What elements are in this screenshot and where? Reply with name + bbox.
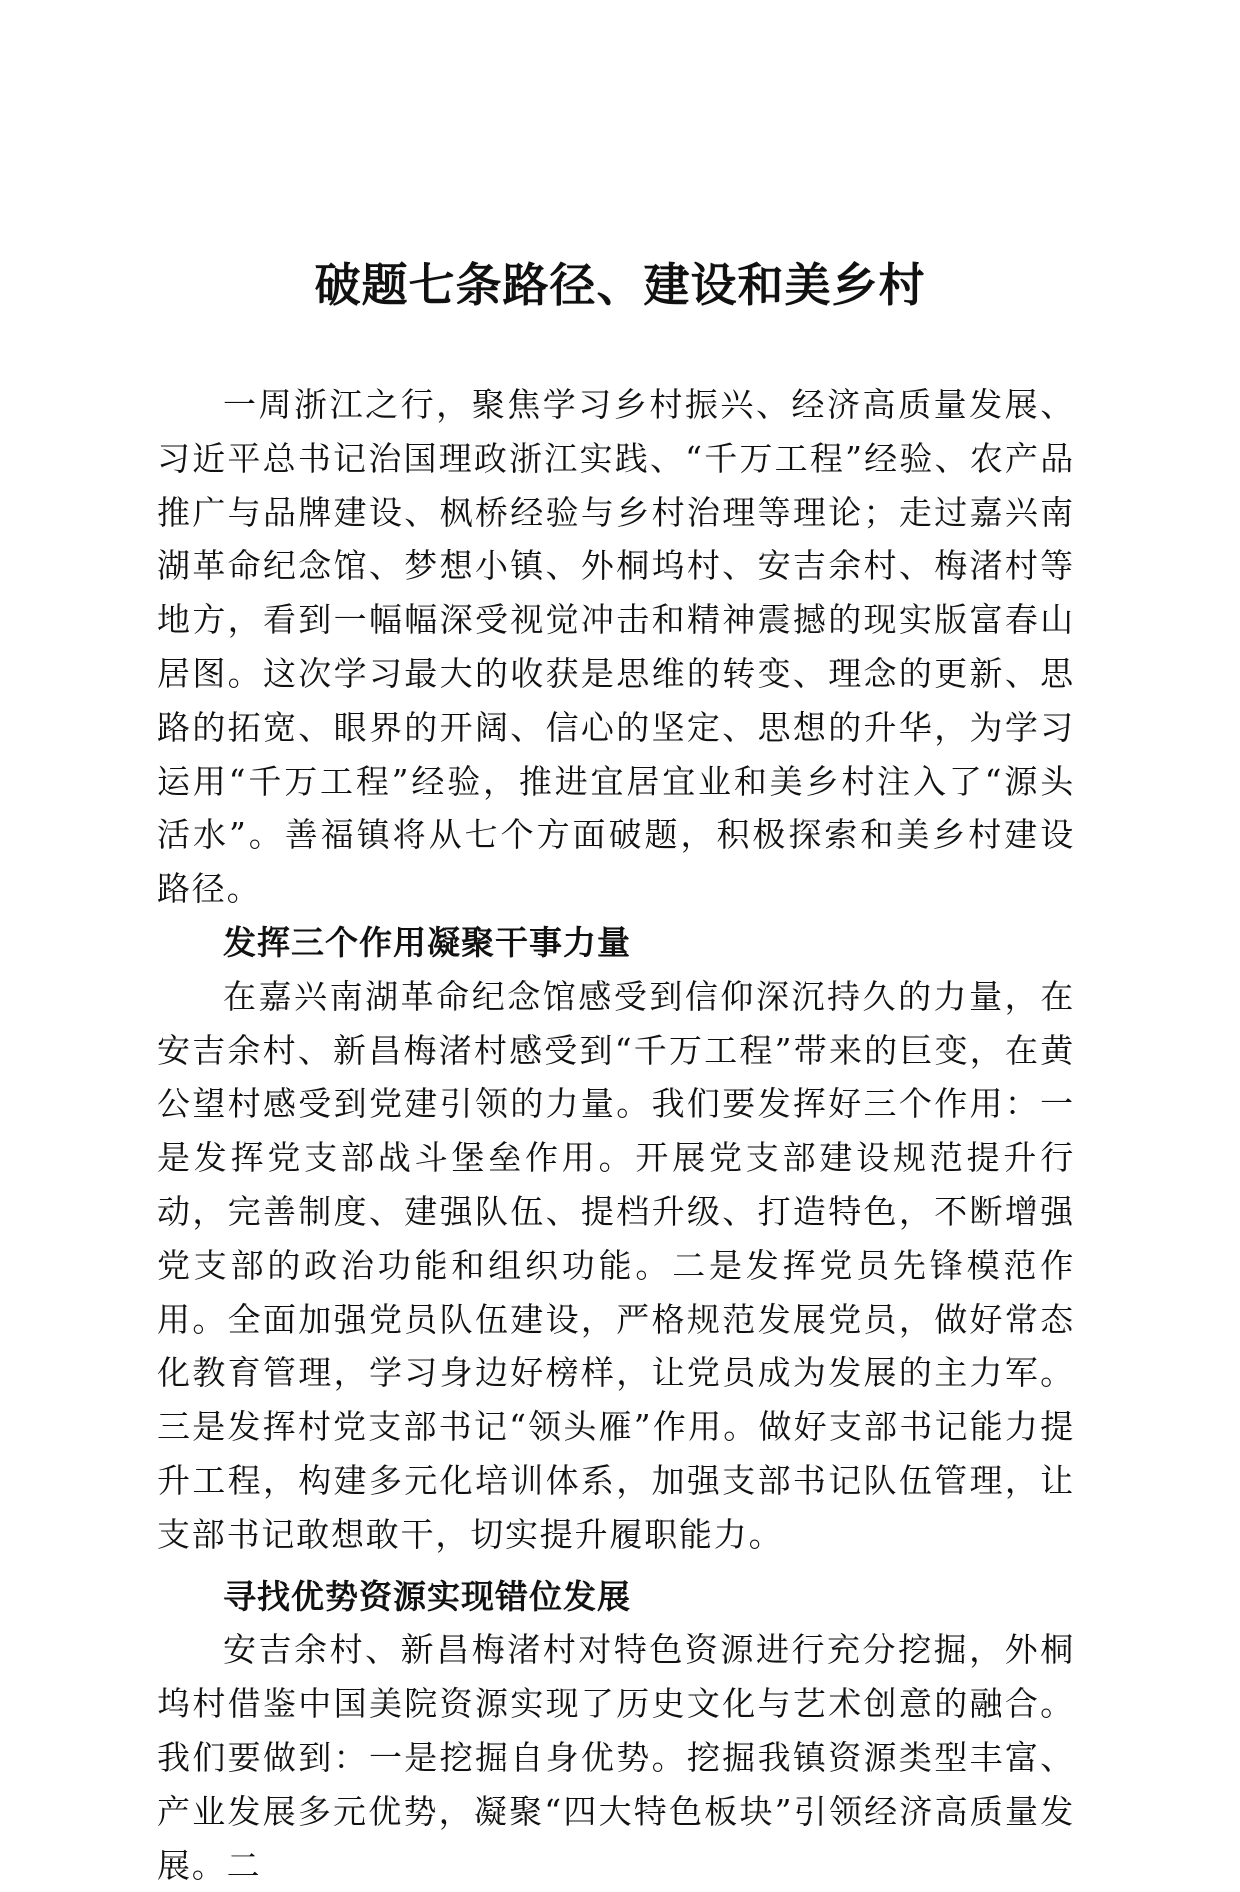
document-body (157, 378, 1075, 1892)
document-title: 破题七条路径、建设和美乡村 (314, 258, 926, 312)
intro-paragraph: 一周浙江之行，聚焦学习乡村振兴、经济高质量发展、习近平总书记治国理政浙江实践、“千万工程”经验、农产品推广与品牌建设、枫桥经验与乡村治理等理论；走过嘉兴南湖革命纪念馆、梦想小镇、外桐坞村、安吉余村、梅渚村等地方，看到一幅幅深受视觉冲击和精神震撼的现实版富春山居图。这次学习最大的收获是思维的转变、理念的更新、思路的拓宽、眼界的开阔、信心的坚定、思想的升华，为学习运用“千万工程”经验，推进宜居宜业和美乡村注入了“源头活水”。善福镇将从七个方面破题，积极探索和美乡村建设路径。 (157, 385, 1075, 909)
section-heading-2: 寻找优势资源实现错位发展 (223, 1576, 631, 1616)
section-2-paragraph: 安吉余村、新昌梅渚村对特色资源进行充分挖掘，外桐坞村借鉴中国美院资源实现了历史文化与艺术创意的融合。我们要做到：一是挖掘自身优势。挖掘我镇资源类型丰富、产业发展多元优势，凝聚“四大特色板块”引领经济高质量发展。二 (157, 1630, 1075, 1885)
section-1-paragraph: 在嘉兴南湖革命纪念馆感受到信仰深沉持久的力量，在安吉余村、新昌梅渚村感受到“千万工程”带来的巨变，在黄公望村感受到党建引领的力量。我们要发挥好三个作用：一是发挥党支部战斗堡垒作用。开展党支部建设规范提升行动，完善制度、建强队伍、提档升级、打造特色，不断增强党支部的政治功能和组织功能。二是发挥党员先锋模范作用。全面加强党员队伍建设，严格规范发展党员，做好常态化教育管理，学习身边好榜样，让党员成为发展的主力军。三是发挥村党支部书记“领头雁”作用。做好支部书记能力提升工程，构建多元化培训体系，加强支部书记队伍管理，让支部书记敢想敢干，切实提升履职能力。 (157, 976, 1075, 1554)
section-heading-1: 发挥三个作用凝聚干事力量 (223, 922, 631, 962)
